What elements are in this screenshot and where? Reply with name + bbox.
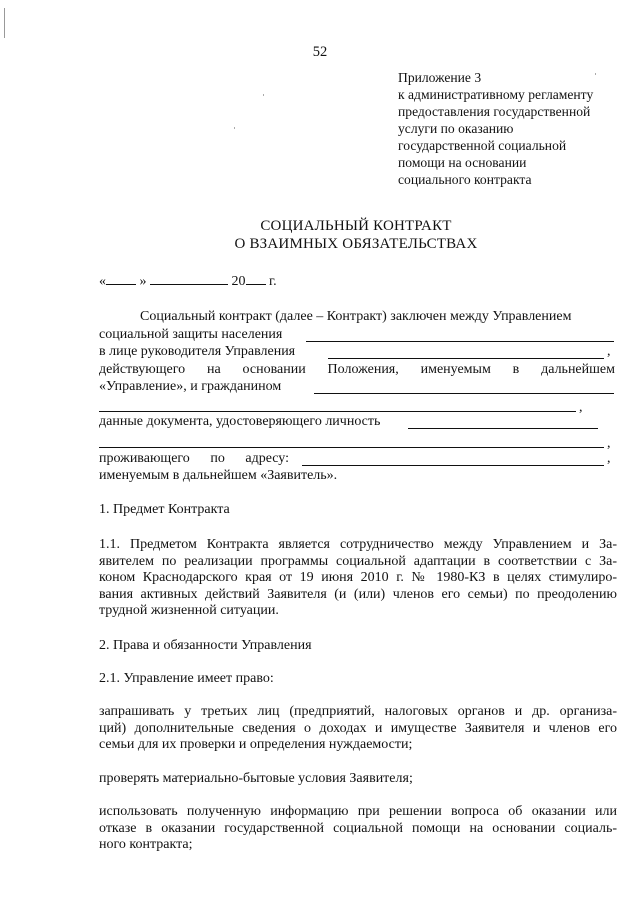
date-year-suffix: г. [269,274,277,289]
paragraph-line: запрашивать у третьих лиц (предприятий, налоговых органов и др. организа- [99,704,617,719]
date-year-blank[interactable] [246,272,266,285]
date-year-prefix: 20 [231,274,246,289]
section-2-1-heading: 2.1. Управление имеет право: [99,671,274,686]
paragraph-line: явителем по реализации программы социальной адаптации в соответствии с За- [99,553,617,569]
intro-line-4: действующего на основании Положения, именуемым в дальнейшем [99,362,615,377]
appendix-line: социального контракта [398,172,532,187]
intro-line-9: проживающего по адресу: [99,451,289,466]
appendix-line: услуги по оказанию [398,121,514,136]
date-line [99,272,277,290]
appendix-line: к административному регламенту [398,87,594,102]
right-1-paragraph [99,704,617,754]
social-protection-blank[interactable] [306,340,614,342]
intro-line-7: данные документа, удостоверяющего личность [99,414,381,429]
intro-line-1: Социальный контракт (далее – Контракт) заключен между Управлением [140,309,572,324]
appendix-line: Приложение 3 [398,70,482,85]
section-2-heading: 2. Права и обязанности Управления [99,638,312,653]
comma: , [607,451,611,466]
appendix-line: государственной социальной [398,138,567,153]
paragraph-line: ного контракта; [99,837,193,853]
date-month-blank[interactable] [150,272,228,285]
address-blank[interactable] [302,464,604,466]
document-title: СОЦИАЛЬНЫЙ КОНТРАКТ [260,218,452,234]
right-2-paragraph: проверять материально-бытовые условия Заявителя; [99,771,413,786]
citizen-name-blank-2[interactable] [99,410,576,412]
paragraph-line: трудной жизненной ситуации. [99,603,279,619]
paragraph-line: вания активных действий Заявителя (и (или) членов его семьи) по преодолению [99,586,617,602]
section-1-heading: 1. Предмет Контракта [99,502,230,517]
page-number: 52 [312,44,328,60]
manager-name-blank[interactable] [328,357,604,359]
intro-line-10: именуемым в дальнейшем «Заявитель». [99,468,338,483]
appendix-block [398,69,633,188]
date-day-blank[interactable] [106,272,136,285]
scan-edge-mark [4,8,5,38]
appendix-line: предоставления государственной [398,104,591,119]
scan-speck [263,94,264,96]
date-close-quote: » [139,274,147,289]
paragraph-line: 1.1. Предметом Контракта является сотрудничество между Управлением и За- [99,537,617,552]
paragraph-line: использовать полученную информацию при решении вопроса об оказании или [99,804,617,819]
intro-line-3: в лице руководителя Управления [99,344,296,359]
paragraph-line: семьи для их проверки и определения нуждаемости; [99,737,413,753]
citizen-name-blank[interactable] [314,392,614,394]
intro-line-2: социальной защиты населения [99,327,283,342]
document-subtitle: О ВЗАИМНЫХ ОБЯЗАТЕЛЬСТВАХ [234,236,478,252]
paragraph-line: отказе в оказании государственной социальной помощи на основании социаль- [99,820,617,836]
right-3-paragraph [99,804,617,854]
id-document-blank-2[interactable] [99,446,604,448]
scan-speck [234,127,235,129]
comma: , [579,400,583,415]
comma: , [607,344,611,359]
intro-line-5: «Управление», и гражданином [99,379,282,394]
paragraph-line: ций) дополнительные сведения о доходах и имуществе Заявителя и членов его [99,720,617,736]
id-document-blank[interactable] [408,427,598,429]
comma: , [607,436,611,451]
date-open-quote: « [99,274,106,289]
appendix-line: помощи на основании [398,155,527,170]
section-1-1-paragraph [99,537,617,620]
paragraph-line: коном Краснодарского края от 19 июня 2010 г. № 1980-КЗ в целях стимулиро- [99,570,617,586]
